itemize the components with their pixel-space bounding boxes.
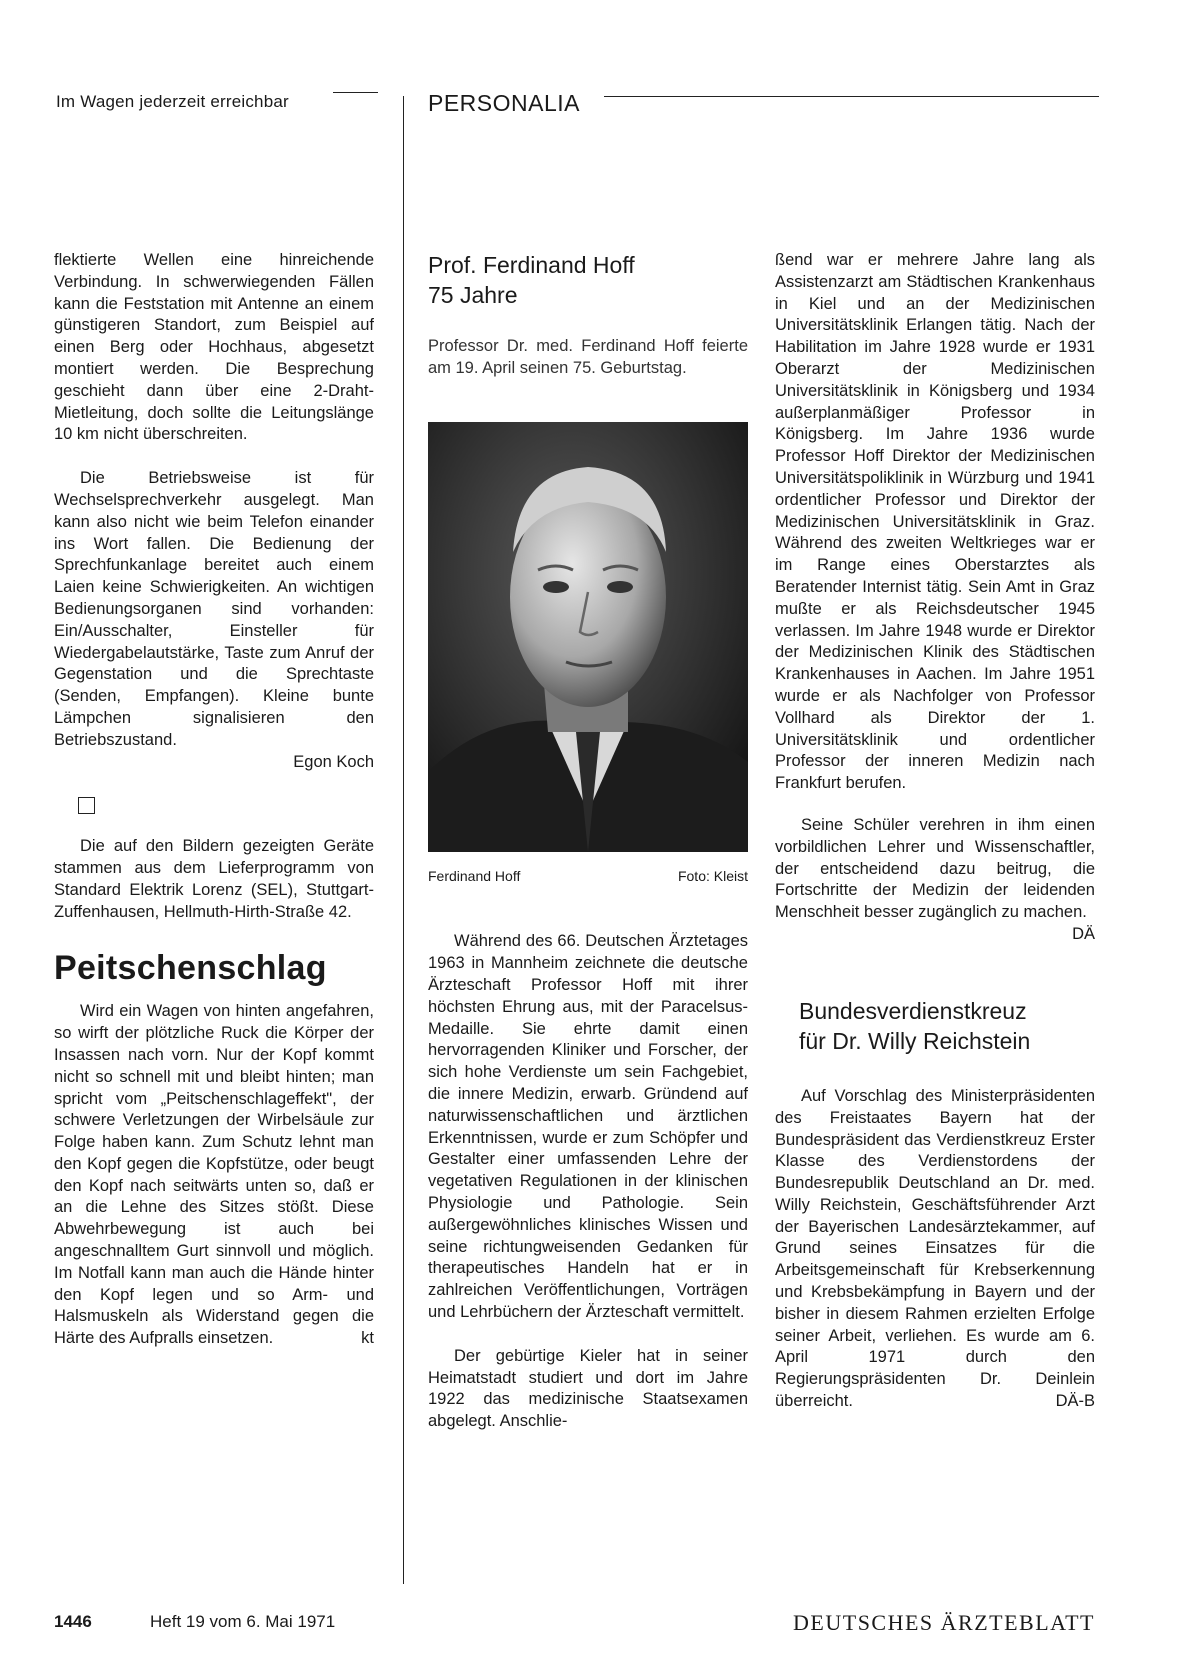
left-column [54,250,374,1350]
article-signature: DÄ [1072,924,1095,943]
article-paragraph: Während des 66. Deutschen Ärztetages 1963 in Mannheim zeichnete die deutsche Ärzteschaft Professor Hoff mit ihrer höchsten Ehrung aus, mit der Paracelsus-Medaille. Sie ehrte damit einen hervorragenden Kliniker und Forscher, der sich hohe Verdienste um sein Fachgebiet, die innere Medizin, erwarb. Gründend auf naturwissenschaftlichen und ärztlichen Erkenntnissen, wurde er zum Schöpfer und Gestalter einer umfassenden Lehre der vegetativen Regulationen in der klinischen Physiologie und Pathologie. Sein außergewöhnliches klinisches Wissen und seine richtungweisenden Gedanken für therapeutisches Handeln hat er in zahlreichen Veröffentlichungen, Vorträgen und Lehrbüchern der Ärzteschaft vermittelt. [428,932,748,1321]
article-signature: kt [361,1329,374,1348]
column-divider [403,96,404,1584]
journal-name: DEUTSCHES ÄRZTEBLATT [793,1610,1095,1635]
photo-caption [428,866,748,888]
running-header-left: Im Wagen jederzeit erreichbar [56,92,289,111]
article-paragraph: Der gebürtige Kieler hat in seiner Heimatstadt studiert und dort im Jahre 1922 das medizinische Staatsexamen abgelegt. Anschlie- [428,1346,748,1431]
right-column [775,250,1095,1413]
header-rule-left [333,92,378,93]
article-note: Die auf den Bildern gezeigten Geräte stammen aus dem Lieferprogramm von Standard Elektrik Lorenz (SEL), Stuttgart-Zuffenhausen, Hellmuth-Hirth-Straße 42. [54,837,374,921]
portrait-illustration [428,422,748,852]
article-text: Seine Schüler verehren in ihm einen vorbildlichen Lehrer und Wissenschaftler, der entscheidend dazu beitrug, die Fortschritte der Medizin der leidenden Menschheit besser zugänglich zu machen. [775,815,1095,922]
title-line: für Dr. Willy Reichstein [799,1027,1031,1054]
article-paragraph [775,1086,1095,1413]
title-line: Bundesverdienstkreuz [799,997,1027,1024]
header-rule-right [604,96,1099,97]
article-title [428,250,748,310]
article-paragraph [775,815,1095,943]
section-header: PERSONALIA [428,90,580,116]
page-number: 1446 [54,1612,92,1631]
photo-credit: Foto: Kleist [677,867,748,884]
portrait-photo [428,422,748,852]
article-paragraph [54,1001,374,1350]
issue-info: Heft 19 vom 6. Mai 1971 [150,1612,336,1631]
article-paragraph: Die Betriebsweise ist für Wechselsprechverkehr ausgelegt. Man kann also nicht wie beim Telefon einander ins Wort fallen. Die Bedienung der Sprechfunkanlage bereitet auch einem Laien keine Schwierigkeiten. An wichtigen Bedienungsorganen sind vorhanden: Ein/Ausschalter, Einsteller für Wiedergabelautstärke, Taste zum Anruf der Gegenstation und die Sprechtaste (Senden, Empfangen). Kleine bunte Lämpchen signalisieren den Betriebszustand. [54,469,374,749]
article-signature: DÄ-B [1055,1392,1095,1411]
article-paragraph: flektierte Wellen eine hinreichende Verbindung. In schwerwiegenden Fällen kann die Feststation mit Antenne an einem günstigeren Standort, zum Beispiel auf einen Berg oder Hochhaus, abgesetzt montiert werden. Die Besprechung geschieht dann über eine 2-Draht-Mietleitung, doch sollte die Leitungslänge 10 km nicht überschreiten. [54,251,374,444]
article-intro: Professor Dr. med. Ferdinand Hoff feierte am 19. April seinen 75. Geburtstag. [428,337,748,377]
caption-name: Ferdinand Hoff [428,867,521,884]
article-heading: Peitschenschlag [54,948,327,987]
author-signature: Egon Koch [293,752,374,771]
title-line: Prof. Ferdinand Hoff [428,252,635,278]
article-text: Auf Vorschlag des Ministerpräsidenten des Freistaates Bayern hat der Bundespräsident das Verdienstkreuz Erster Klasse des Verdienstordens der Bundesrepublik Deutschland an Dr. med. Willy Reichstein, Geschäftsführender Arzt der Bayerischen Landesärztekammer, auf Grund seines Einsatzes für die Arbeitsgemeinschaft für Krebserkennung und Krebsbekämpfung in Bayern und der bisher in diesem Rahmen erzielten Erfolge seiner Arbeit, verliehen. Es wurde am 6. April 1971 durch den Regierungspräsidenten Dr. Deinlein überreicht. [775,1086,1095,1411]
middle-column [428,250,748,1433]
end-of-article-box [78,797,95,814]
title-line: 75 Jahre [428,282,518,308]
article-text: Wird ein Wagen von hinten angefahren, so wirft der plötzliche Ruck die Körper der Insassen nach vorn. Nur der Kopf kommt nicht so schnell mit und bleibt hinten; man spricht vom „Peitschenschlageffekt", der schwere Verletzungen der Wirbelsäule zur Folge haben kann. Zum Schutz lehnt man den Kopf gegen die Kopfstütze, oder beugt den Kopf nach seitwärts unten so, daß er an die Lehne des Sitzes stößt. Diese Abwehrbewegung ist auch bei angeschnalltem Gurt sinnvoll und möglich. Im Notfall kann man auch die Hände hinter den Kopf legen und so Arm- und Halsmuskeln als Widerstand gegen die Härte des Aufpralls einsetzen. [54,1002,374,1348]
article-title [775,996,1095,1056]
article-paragraph: ßend war er mehrere Jahre lang als Assistenzarzt am Städtischen Krankenhaus in Kiel und an der Medizinischen Universitätsklinik Erlangen tätig. Nach der Habilitation im Jahre 1928 wurde er 1931 Oberarzt der Medizinischen Universitätsklinik in Königsberg und 1934 außerplanmäßiger Professor in Königsberg. Im Jahre 1936 wurde Professor Hoff Direktor der Medizinischen Universitätspoliklinik in Würzburg und 1941 ordentlicher Professor und Direktor der Medizinischen Universitätsklinik in Graz. Während des zweiten Weltkrieges war er im Range eines Oberstarztes als Beratender Internist tätig. Sein Amt in Graz mußte er als Reichsdeutscher 1945 verlassen. Im Jahre 1948 wurde er Direktor der Medizinischen Klinik des Städtischen Krankenhauses in Aachen. Im Jahre 1951 wurde er als Nachfolger von Professor Vollhard als Direktor der 1. Universitätsklinik und ordentlicher Professor der inneren Medizin nach Frankfurt berufen. [775,251,1095,793]
